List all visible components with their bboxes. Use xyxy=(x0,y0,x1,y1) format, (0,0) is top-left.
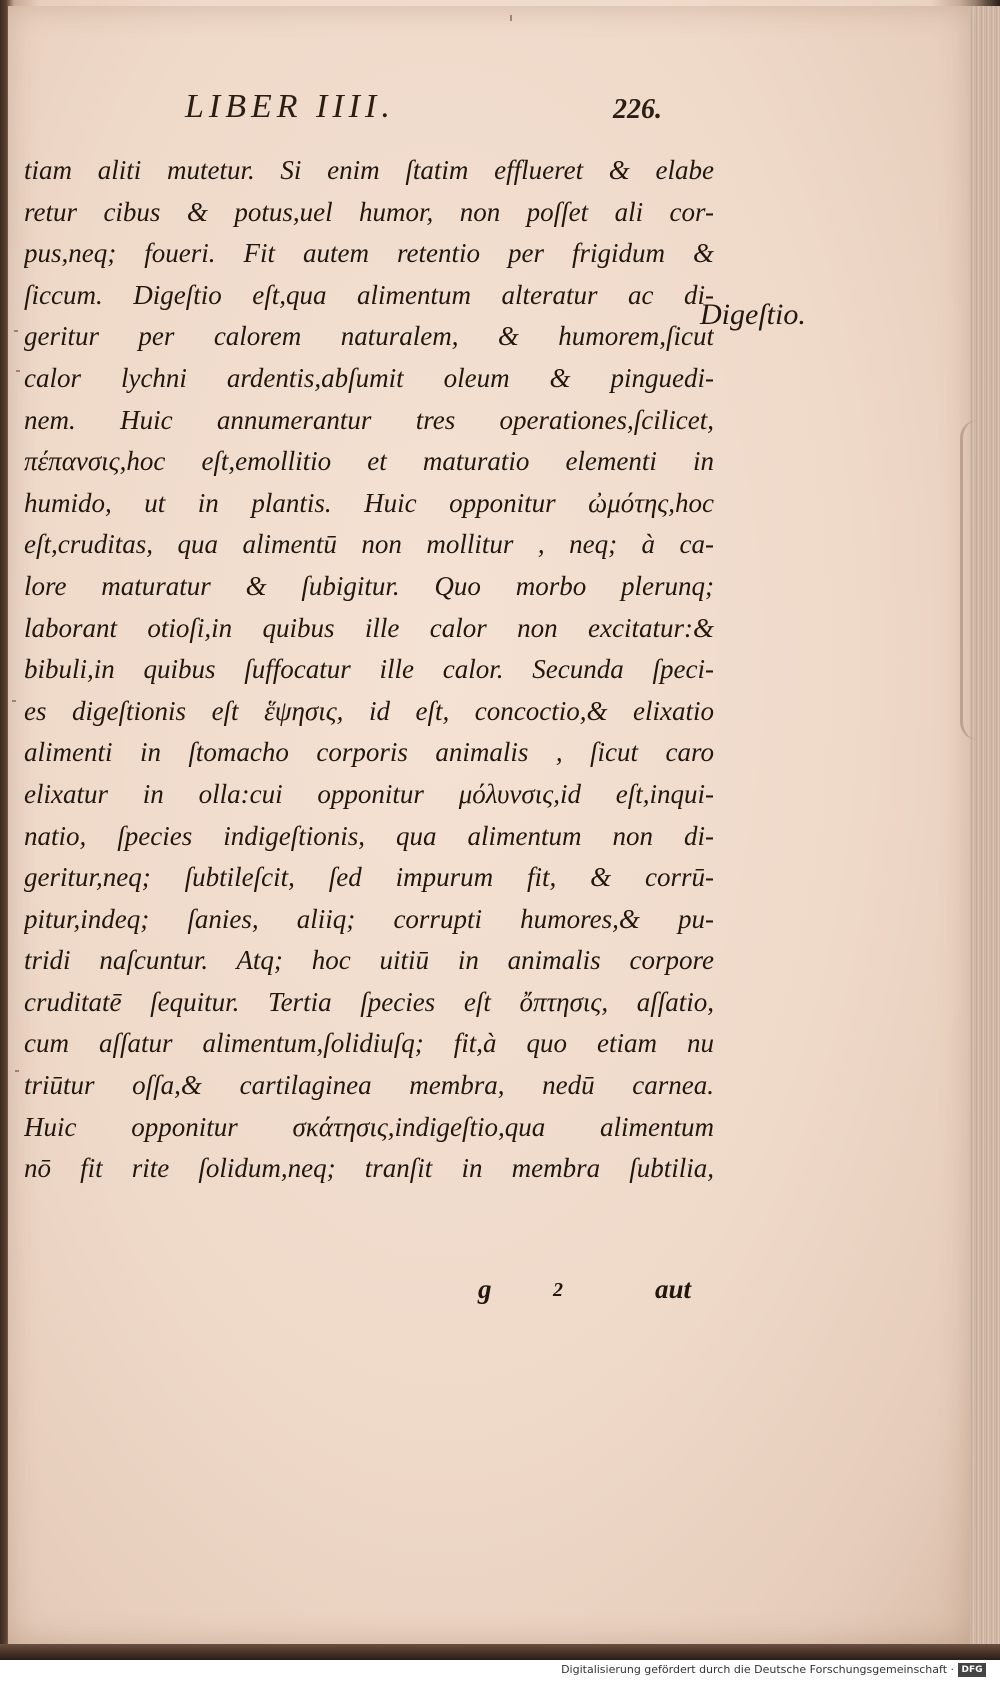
text-line: Huic opponitur σκάτησις,indigeſtio,qua alimentum xyxy=(24,1111,714,1142)
footer-bar xyxy=(0,1660,1000,1681)
text-line: tiam aliti mutetur. Si enim ſtatim efflueret & elabe xyxy=(24,155,714,185)
text-line: calor lychni ardentis,abſumit oleum & pinguedi- xyxy=(24,362,714,393)
text-line: alimenti in ſtomacho corporis animalis , ſicut caro xyxy=(24,737,714,768)
funding-credit: Digitalisierung gefördert durch die Deutsche Forschungsgemeinschaft · xyxy=(561,1663,954,1676)
marginal-note: Digeſtio. xyxy=(700,298,806,331)
text-line: natio, ſpecies indigeſtionis, qua alimentum non di- xyxy=(24,820,714,851)
text-line: elixatur in olla:cui opponitur μόλυνσις,id eſt,inqui- xyxy=(24,778,714,809)
ink-speck xyxy=(15,1070,19,1072)
page-curl xyxy=(960,420,997,740)
ink-speck xyxy=(16,370,20,372)
text-line: geritur,neq; ſubtileſcit, ſed impurum fit, & corrū- xyxy=(24,862,714,893)
ink-speck xyxy=(510,15,512,21)
text-line: cruditatē ſequitur. Tertia ſpecies eſt ὄπτησις, aſſatio, xyxy=(24,986,714,1017)
text-line: cum aſſatur alimentum,ſolidiuſq; fit,à quo etiam nu xyxy=(24,1028,714,1059)
running-head-title: LIBER IIII. xyxy=(185,88,395,125)
catchword: aut xyxy=(655,1274,692,1304)
text-line: humido, ut in plantis. Huic opponitur ὠμότης,hoc xyxy=(24,487,714,518)
text-line: pus,neq; foueri. Fit autem retentio per frigidum & xyxy=(24,238,714,269)
text-line: geritur per calorem naturalem, & humorem,ſicut xyxy=(24,321,714,352)
body-text xyxy=(24,150,714,1190)
text-line: eſt,cruditas, qua alimentū non mollitur , neq; à ca- xyxy=(24,529,714,560)
text-line: pitur,indeq; ſanies, aliiq; corrupti humores,& pu- xyxy=(24,903,714,934)
page-fore-edge xyxy=(970,6,1000,1644)
signature-number: 2 xyxy=(553,1279,563,1301)
ink-speck xyxy=(14,330,18,332)
text-line: es digeſtionis eſt ἕψησις, id eſt, concoctio,& elixatio xyxy=(24,695,714,726)
text-line: πέπανσις,hoc eſt,emollitio et maturatio elementi in xyxy=(24,446,714,477)
dfg-logo: DFG xyxy=(958,1663,986,1677)
ink-speck xyxy=(12,700,16,702)
scan-bottom-edge xyxy=(0,1644,1000,1660)
text-line: nō fit rite ſolidum,neq; tranſit in membra ſubtilia, xyxy=(24,1153,714,1184)
text-line: bibuli,in quibus ſuffocatur ille calor. Secunda ſpeci- xyxy=(24,654,714,685)
text-line: retur cibus & potus,uel humor, non poſſet ali cor- xyxy=(24,196,714,227)
text-line: laborant otioſi,in quibus ille calor non excitatur:& xyxy=(24,612,714,643)
text-line: ſiccum. Digeſtio eſt,qua alimentum alteratur ac di- xyxy=(24,279,714,310)
text-line: lore maturatur & ſubigitur. Quo morbo plerunq; xyxy=(24,570,714,601)
signature-mark: g xyxy=(478,1274,492,1304)
text-line: triūtur oſſa,& cartilaginea membra, nedū carnea. xyxy=(24,1070,714,1101)
text-line: nem. Huic annumerantur tres operationes,ſcilicet, xyxy=(24,404,714,435)
page-number: 226. xyxy=(613,94,662,125)
text-line: tridi naſcuntur. Atq; hoc uitiū in animalis corpore xyxy=(24,945,714,976)
